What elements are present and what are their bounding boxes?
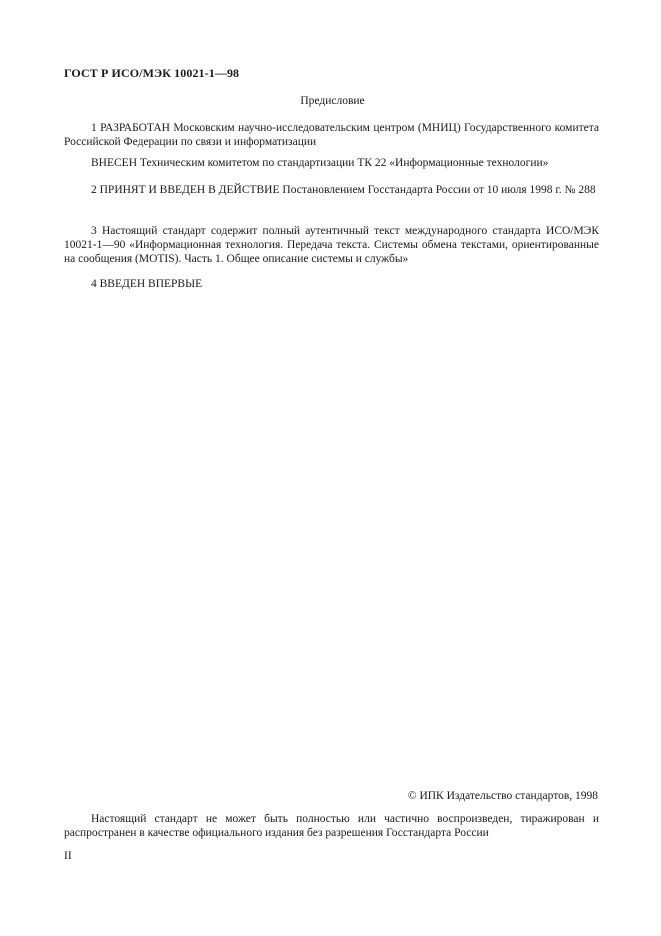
section-title: Предисловие [300, 95, 365, 107]
page-number: II [64, 850, 72, 862]
document-code: ГОСТ Р ИСО/МЭК 10021-1—98 [64, 66, 240, 80]
preface-paragraph-adopted: 2 ПРИНЯТ И ВВЕДЕН В ДЕЙСТВИЕ Постановлением Госстандарта России от 10 июля 1998 г. № 288 [91, 184, 596, 196]
preface-paragraph-developed: 1 РАЗРАБОТАН Московским научно-исследовательским центром (МНИЦ) Государственного комитета Российской Федерации по связи и информатизации [64, 122, 599, 148]
copyright-notice: © ИПК Издательство стандартов, 1998 [407, 790, 598, 802]
preface-paragraph-first-introduced: 4 ВВЕДЕН ВПЕРВЫЕ [91, 278, 203, 290]
preface-paragraph-content: 3 Настоящий стандарт содержит полный аутентичный текст международного стандарта ИСО/МЭК 10021-1—90 «Информационная технология. Передача текста. Системы обмена текстами, ориентированные на сообщения (MOTIS). Часть 1. Общее описание системы и службы» [64, 225, 599, 265]
preface-paragraph-introduced: ВНЕСЕН Техническим комитетом по стандартизации ТК 22 «Информационные технологии» [91, 157, 549, 169]
reproduction-notice: Настоящий стандарт не может быть полностью или частично воспроизведен, тиражирован и распространен в качестве официального издания без разрешения Госстандарта России [64, 813, 599, 839]
